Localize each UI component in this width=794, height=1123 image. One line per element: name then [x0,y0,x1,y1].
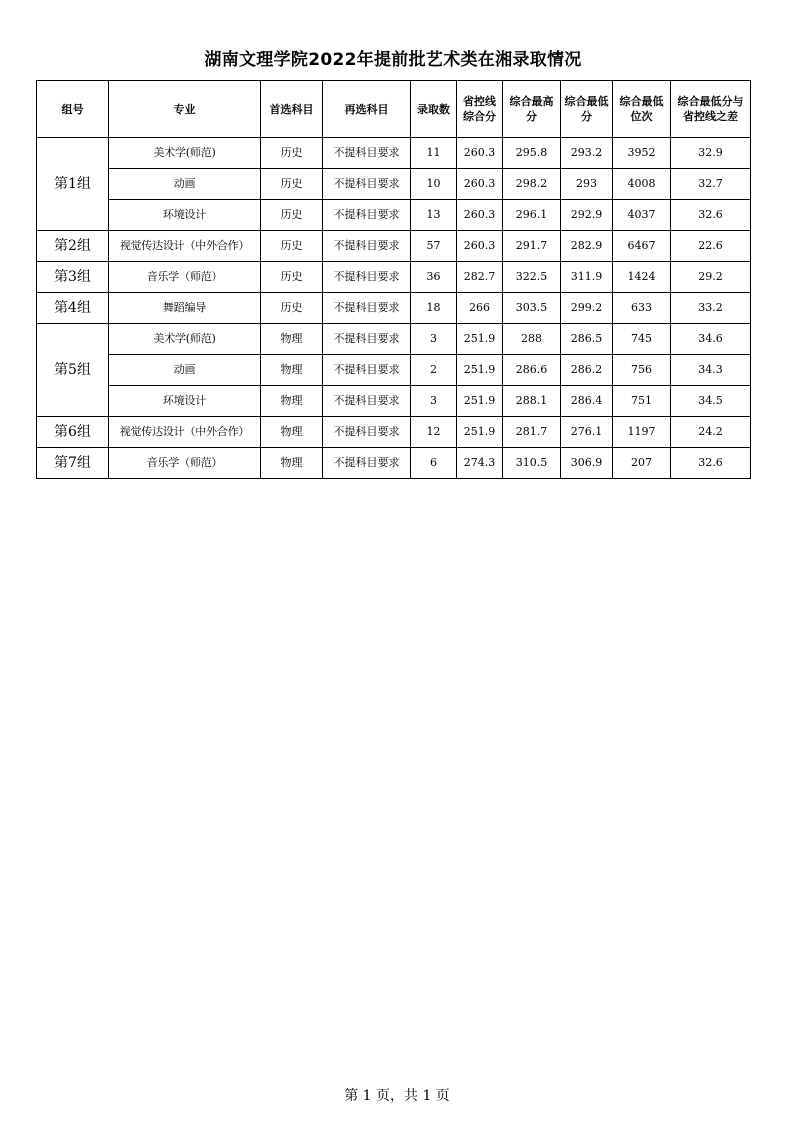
min-score-cell: 306.9 [561,448,613,479]
province-line-cell: 251.9 [457,386,503,417]
major-cell: 动画 [109,355,261,386]
max-score-cell: 286.6 [503,355,561,386]
header-group: 组号 [37,81,109,138]
min-score-cell: 299.2 [561,293,613,324]
first-subject-cell: 物理 [261,324,323,355]
header-admitted: 录取数 [411,81,457,138]
first-subject-cell: 物理 [261,417,323,448]
province-line-cell: 260.3 [457,138,503,169]
second-subject-cell: 不提科目要求 [323,293,411,324]
table-row [37,355,751,386]
header-max-score: 综合最高分 [503,81,561,138]
max-score-cell: 322.5 [503,262,561,293]
first-subject-cell: 历史 [261,293,323,324]
diff-cell: 33.2 [671,293,751,324]
major-cell: 视觉传达设计（中外合作） [109,231,261,262]
min-rank-cell: 756 [613,355,671,386]
group-cell: 第2组 [37,231,109,262]
province-line-cell: 251.9 [457,324,503,355]
table-row [37,231,751,262]
first-subject-cell: 物理 [261,386,323,417]
second-subject-cell: 不提科目要求 [323,324,411,355]
table-row [37,262,751,293]
admission-table [36,80,751,479]
diff-cell: 32.6 [671,200,751,231]
admitted-cell: 6 [411,448,457,479]
province-line-cell: 251.9 [457,417,503,448]
diff-cell: 32.7 [671,169,751,200]
page-footer: 第 1 页，共 1 页 [344,1088,450,1104]
min-rank-cell: 745 [613,324,671,355]
header-first-subject: 首选科目 [261,81,323,138]
max-score-cell: 303.5 [503,293,561,324]
second-subject-cell: 不提科目要求 [323,448,411,479]
second-subject-cell: 不提科目要求 [323,231,411,262]
table-row [37,169,751,200]
group-cell: 第7组 [37,448,109,479]
group-cell: 第5组 [37,324,109,417]
max-score-cell: 288 [503,324,561,355]
first-subject-cell: 历史 [261,169,323,200]
header-province-line: 省控线综合分 [457,81,503,138]
province-line-cell: 274.3 [457,448,503,479]
min-score-cell: 286.2 [561,355,613,386]
min-rank-cell: 1424 [613,262,671,293]
first-subject-cell: 物理 [261,448,323,479]
max-score-cell: 310.5 [503,448,561,479]
max-score-cell: 295.8 [503,138,561,169]
min-score-cell: 293.2 [561,138,613,169]
major-cell: 音乐学（师范） [109,262,261,293]
second-subject-cell: 不提科目要求 [323,200,411,231]
major-cell: 美术学(师范) [109,138,261,169]
min-score-cell: 311.9 [561,262,613,293]
admitted-cell: 18 [411,293,457,324]
max-score-cell: 281.7 [503,417,561,448]
page-title: 湖南文理学院2022年提前批艺术类在湘录取情况 [204,50,582,70]
first-subject-cell: 历史 [261,231,323,262]
admitted-cell: 11 [411,138,457,169]
admitted-cell: 12 [411,417,457,448]
table-row [37,293,751,324]
max-score-cell: 298.2 [503,169,561,200]
min-score-cell: 286.4 [561,386,613,417]
admitted-cell: 3 [411,386,457,417]
second-subject-cell: 不提科目要求 [323,262,411,293]
header-second-subject: 再选科目 [323,81,411,138]
admitted-cell: 57 [411,231,457,262]
second-subject-cell: 不提科目要求 [323,138,411,169]
max-score-cell: 291.7 [503,231,561,262]
province-line-cell: 260.3 [457,169,503,200]
major-cell: 环境设计 [109,386,261,417]
admitted-cell: 36 [411,262,457,293]
min-score-cell: 292.9 [561,200,613,231]
max-score-cell: 296.1 [503,200,561,231]
group-cell: 第1组 [37,138,109,231]
diff-cell: 32.9 [671,138,751,169]
major-cell: 美术学(师范) [109,324,261,355]
min-score-cell: 286.5 [561,324,613,355]
group-cell: 第6组 [37,417,109,448]
min-rank-cell: 3952 [613,138,671,169]
first-subject-cell: 历史 [261,200,323,231]
min-score-cell: 276.1 [561,417,613,448]
admitted-cell: 13 [411,200,457,231]
min-rank-cell: 4037 [613,200,671,231]
header-diff: 综合最低分与省控线之差 [671,81,751,138]
min-rank-cell: 6467 [613,231,671,262]
second-subject-cell: 不提科目要求 [323,169,411,200]
min-rank-cell: 4008 [613,169,671,200]
table-row [37,324,751,355]
header-row [37,81,751,138]
group-cell: 第4组 [37,293,109,324]
max-score-cell: 288.1 [503,386,561,417]
province-line-cell: 282.7 [457,262,503,293]
diff-cell: 32.6 [671,448,751,479]
header-major: 专业 [109,81,261,138]
diff-cell: 34.3 [671,355,751,386]
second-subject-cell: 不提科目要求 [323,386,411,417]
admitted-cell: 2 [411,355,457,386]
major-cell: 动画 [109,169,261,200]
admitted-cell: 10 [411,169,457,200]
min-rank-cell: 207 [613,448,671,479]
second-subject-cell: 不提科目要求 [323,417,411,448]
min-rank-cell: 633 [613,293,671,324]
major-cell: 音乐学（师范） [109,448,261,479]
province-line-cell: 260.3 [457,231,503,262]
admitted-cell: 3 [411,324,457,355]
min-score-cell: 293 [561,169,613,200]
group-cell: 第3组 [37,262,109,293]
first-subject-cell: 历史 [261,262,323,293]
diff-cell: 24.2 [671,417,751,448]
diff-cell: 34.5 [671,386,751,417]
diff-cell: 29.2 [671,262,751,293]
second-subject-cell: 不提科目要求 [323,355,411,386]
province-line-cell: 266 [457,293,503,324]
major-cell: 舞蹈编导 [109,293,261,324]
diff-cell: 22.6 [671,231,751,262]
province-line-cell: 251.9 [457,355,503,386]
min-rank-cell: 751 [613,386,671,417]
table-row [37,200,751,231]
table-row [37,386,751,417]
major-cell: 视觉传达设计（中外合作） [109,417,261,448]
major-cell: 环境设计 [109,200,261,231]
first-subject-cell: 物理 [261,355,323,386]
header-min-rank: 综合最低位次 [613,81,671,138]
diff-cell: 34.6 [671,324,751,355]
table-row [37,448,751,479]
header-min-score: 综合最低分 [561,81,613,138]
table-row [37,417,751,448]
min-rank-cell: 1197 [613,417,671,448]
min-score-cell: 282.9 [561,231,613,262]
province-line-cell: 260.3 [457,200,503,231]
table-row [37,138,751,169]
first-subject-cell: 历史 [261,138,323,169]
